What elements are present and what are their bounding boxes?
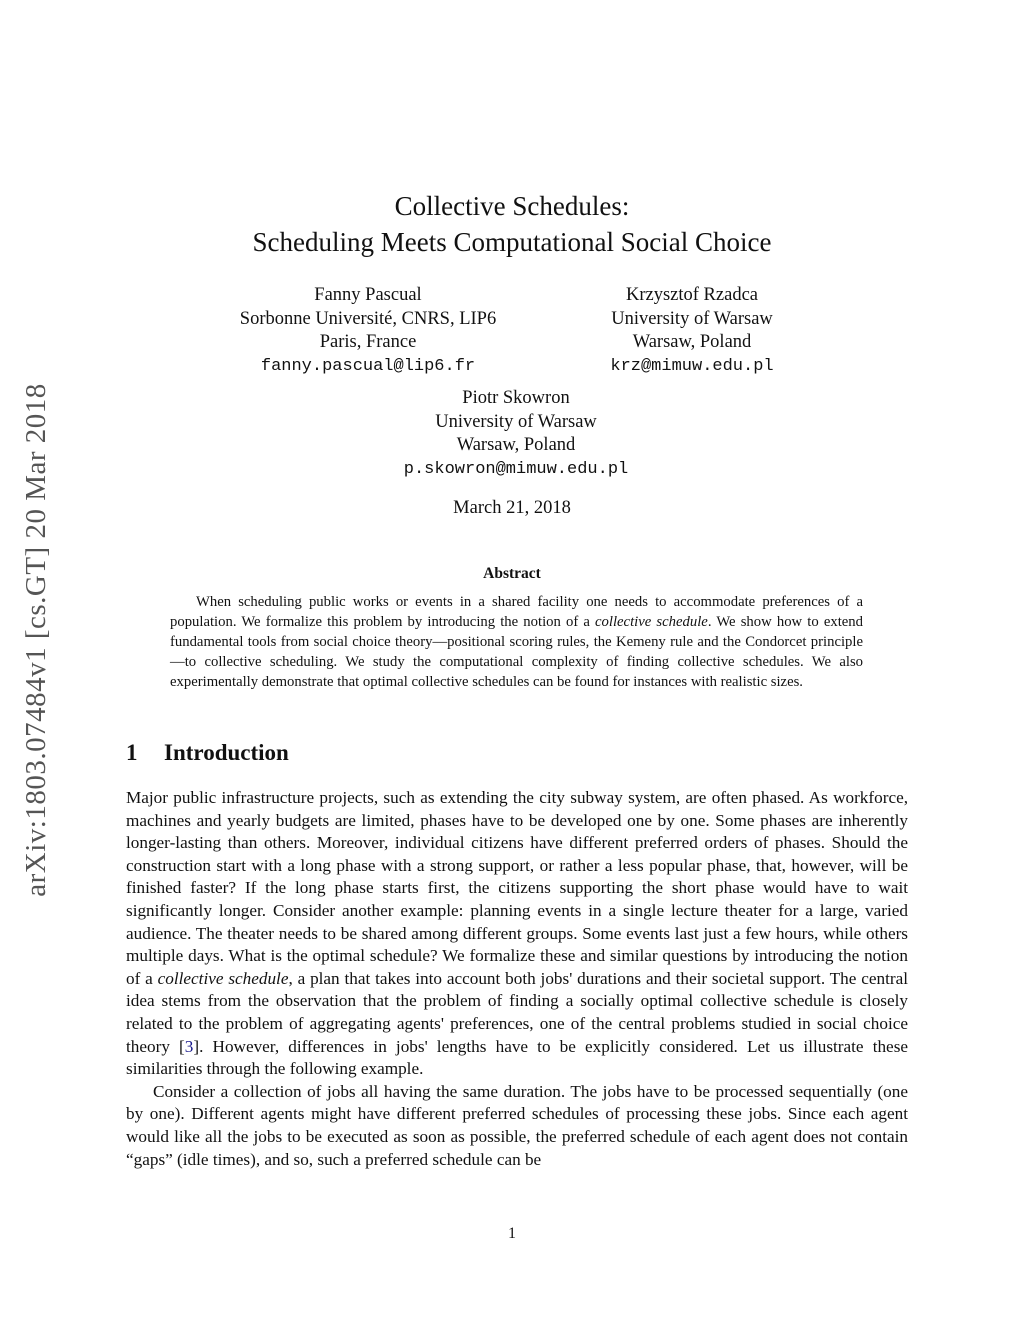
- author-block-2: [572, 284, 812, 378]
- author-email[interactable]: krz@mimuw.edu.pl: [610, 356, 774, 376]
- title-line-1: Collective Schedules:: [394, 191, 630, 221]
- paragraph: Consider a collection of jobs all having the same duration. The jobs have to be processed sequentially (one by one). Different agents might have different preferred schedules of processing these jobs. Since each agent would like all the jobs to be executed as soon as possible, the preferred schedule of each agent does not contain “gaps” (idle times), and so, such a preferred schedule can be: [126, 1081, 908, 1169]
- author-affiliation: University of Warsaw: [435, 411, 597, 432]
- abstract-text: When scheduling public works or events in a shared facility one needs to accommodate preferences of a population. We formalize this problem by introducing the notion of a collective schedule. We show how to extend fundamental tools from social choice theory—positional scoring rules, the Kemeny rule and the Condorcet principle—to collective scheduling. We study the computational complexity of finding collective schedules. We also experimentally demonstrate that optimal collective schedules can be found for instances with realistic sizes.: [170, 594, 863, 690]
- citation-link[interactable]: 3: [184, 1036, 194, 1056]
- section-title: Introduction: [164, 740, 289, 765]
- author-name: Piotr Skowron: [462, 388, 570, 408]
- arxiv-identifier-stamp: arXiv:1803.07484v1 [cs.GT] 20 Mar 2018: [20, 383, 52, 897]
- section-heading-introduction: [126, 740, 289, 766]
- author-affiliation: Sorbonne Université, CNRS, LIP6: [239, 308, 497, 329]
- author-block-1: [218, 284, 518, 378]
- author-email[interactable]: fanny.pascual@lip6.fr: [260, 356, 476, 376]
- emphasis-text: collective schedule: [157, 968, 289, 988]
- author-name: Krzysztof Rzadca: [625, 285, 758, 305]
- page-number: 1: [508, 1225, 516, 1242]
- title-line-2: Scheduling Meets Computational Social Choice: [252, 227, 772, 257]
- author-email[interactable]: p.skowron@mimuw.edu.pl: [403, 459, 629, 479]
- section-number: 1: [126, 740, 138, 765]
- author-location: Warsaw, Poland: [632, 332, 752, 352]
- paper-title: [0, 188, 1024, 260]
- author-location: Warsaw, Poland: [456, 435, 576, 455]
- abstract-heading: Abstract: [483, 565, 541, 582]
- author-block-3: [366, 387, 666, 481]
- author-affiliation: University of Warsaw: [611, 308, 773, 329]
- abstract-emphasis: collective schedule: [595, 614, 708, 630]
- paper-date: March 21, 2018: [453, 498, 571, 518]
- author-name: Fanny Pascual: [314, 285, 422, 305]
- introduction-body: [126, 787, 908, 1171]
- paragraph: Major public infrastructure projects, such as extending the city subway system, are often phased. As workforce, machines and yearly budgets are limited, phases have to be developed one by one. Some phases are inherently longer-lasting than others. Moreover, individual citizens have different preferred orders of phases. Should the construction start with a long phase with a strong support, or rather a less popular phase, that, however, will be finished faster? If the long phase starts first, the citizens supporting the short phase would have to wait significantly longer. Consider another example: planning events in a single lecture theater for a large, varied audience. The theater needs to be shared among different groups. Some events last just a few hours, while others multiple days. What is the optimal schedule? We formalize these and similar questions by introducing the notion of a collective schedule, a plan that takes into account both jobs' durations and their societal support. The central idea stems from the observation that the problem of finding a socially optimal collective schedule is closely related to the problem of aggregating agents' preferences, one of the central problems studied in social choice theory [3]. However, differences in jobs' lengths have to be explicitly considered. Let us illustrate these similarities through the following example.: [126, 788, 909, 1079]
- author-location: Paris, France: [319, 332, 417, 352]
